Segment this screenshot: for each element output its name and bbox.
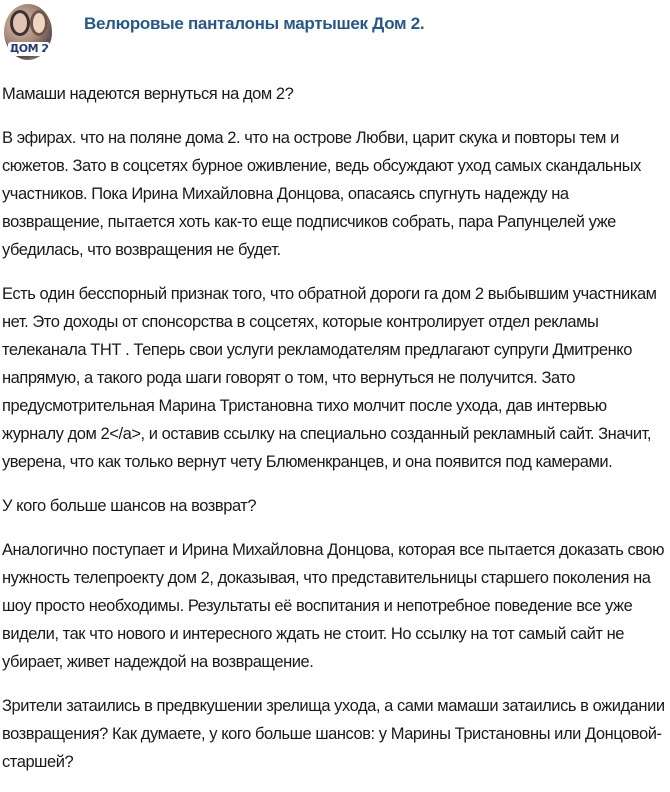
article-subheading: Мамаши надеются вернуться на дом 2? [2, 85, 294, 103]
article-subheading: У кого больше шансов на возврат? [2, 497, 257, 515]
avatar-photo-left [10, 10, 30, 36]
post-header [0, 0, 670, 62]
avatar-photo-right [30, 10, 48, 36]
community-avatar[interactable] [4, 4, 52, 60]
dom2-logo-icon: ДОМ 2 [9, 42, 49, 55]
article-paragraph: Зрители затаились в предвкушении зрелища ухода, а сами мамаши затаились в ожидании возвращения? Как думаете, у кого больше шансов: у Марины Тристановны или Донцовой-старшей? [2, 697, 665, 771]
article-body [2, 80, 668, 792]
article-paragraph: В эфирах. что на поляне дома 2. что на острове Любви, царит скука и повторы тем и сюжетов. Зато в соцсетях бурное оживление, ведь обсуждают уход самых скандальных участников. Пока Ирина Михайловна Донцова, опасаясь спугнуть надежду на возвращение, пытается хоть как-то еще подписчиков собрать, пара Рапунцелей уже убедилась, что возвращения не будет. [2, 129, 641, 259]
article-paragraph: Аналогично поступает и Ирина Михайловна Донцова, которая все пытается доказать свою нужность телепроекту дом 2, доказывая, что представительницы старшего поколения на шоу просто необходимы. Результаты её воспитания и непотребное поведение все уже видели, так что нового и интересного ждать не стоит. Но ссылку на тот самый сайт не убирает, живет надеждой на возвращение. [2, 541, 665, 671]
article-paragraph: Есть один бесспорный признак того, что обратной дороги га дом 2 выбывшим участникам нет. Это доходы от спонсорства в соцсетях, которые контролирует отдел рекламы телеканала ТНТ . Теперь свои услуги рекламодателям предлагают супруги Дмитренко напрямую, а такого рода шаги говорят о том, что вернуться не получится. Зато предусмотрительная Марина Тристановна тихо молчит после ухода, дав интервью журналу дом 2</a>, и оставив ссылку на специально созданный рекламный сайт. Значит, уверена, что как только вернут чету Блюменкранцев, и она появится под камерами. [2, 285, 657, 471]
community-title-link[interactable]: Велюровые панталоны мартышек Дом 2. [84, 14, 425, 33]
